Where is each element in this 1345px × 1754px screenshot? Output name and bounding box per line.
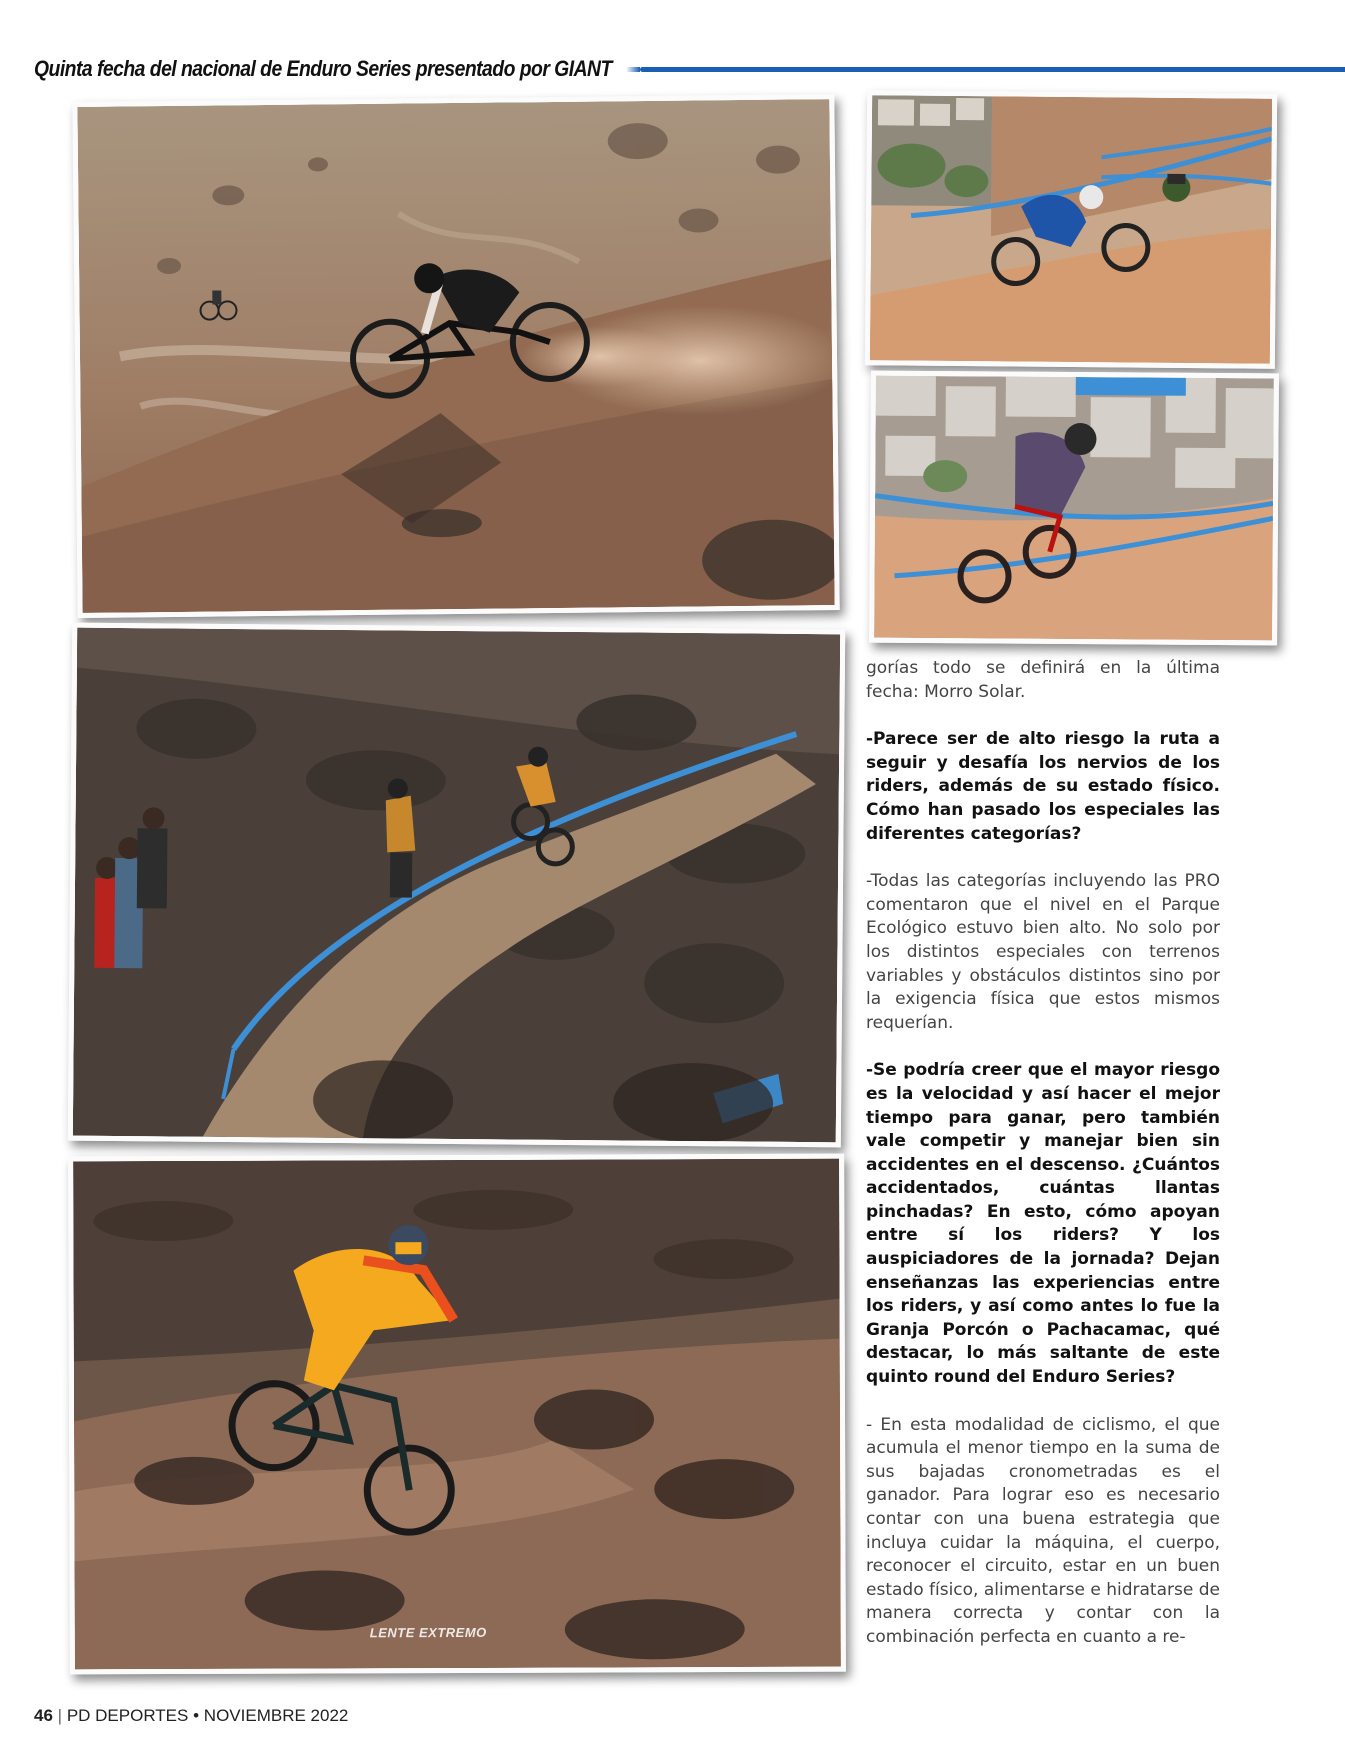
publication-name: PD DEPORTES	[66, 1706, 189, 1725]
article-question: -Se podría creer que el mayor riesgo es la velocidad y así hacer el mejor tiempo para ganar, pero también vale competir y manejar bien sin accidentes en el descenso. ¿Cuántos accidentados, cuántas llantas pinchadas? En esto, cómo apoyan entre sí los riders? Y los auspiciadores de la jornada? Dejan enseñanzas las experiencias entre los riders, y así como antes lo fue la Granja Porcón o Pachacamac, qué destacar, lo más saltante de este quinto round del Enduro Series?	[866, 1060, 1220, 1388]
article-paragraph: gorías todo se definirá en la última fecha: Morro Solar.	[866, 658, 1220, 702]
article-question: -Parece ser de alto riesgo la ruta a seguir y desafía los nervios de los riders, además de su estado físico. Cómo han pasado los especiales las diferentes categorías?	[866, 729, 1220, 844]
header-rule	[640, 67, 1345, 72]
page-number: 46	[34, 1706, 53, 1725]
page-title: Quinta fecha del nacional de Enduro Series presentado por GIANT	[34, 56, 612, 81]
page-footer	[34, 1706, 348, 1726]
photo-top-right-scene	[870, 95, 1272, 363]
footer-separator: |	[57, 1706, 63, 1725]
photo-watermark: LENTE EXTREMO	[369, 1624, 487, 1641]
photo-mid-right-scene	[874, 376, 1274, 641]
footer-bullet: •	[193, 1706, 200, 1725]
photo-bottom-scene	[73, 1159, 841, 1670]
article-answer: - En esta modalidad de ciclismo, el que acumula el menor tiempo en la suma de sus bajadas cronometradas es el ganador. Para lograr eso es necesario contar con una buena estrategia que incluya cuidar la máquina, el cuerpo, reconocer el circuito, estar en un buen estado físico, alimentarse e hidratarse de manera correcta y contar con la combinación perfecta en cuanto a re-	[866, 1414, 1220, 1647]
photo-bottom-rider-yellow	[68, 1154, 846, 1675]
issue-date: NOVIEMBRE 2022	[203, 1706, 349, 1725]
photo-main-scene	[77, 99, 834, 613]
photo-mid-right-rider-city	[869, 371, 1279, 646]
photo-main-rider-dust	[72, 94, 839, 618]
article-body	[866, 657, 1220, 1674]
photo-middle-scene	[73, 628, 840, 1143]
photo-middle-rider-tape-course	[68, 623, 845, 1148]
page-header	[34, 52, 1345, 86]
article-answer: -Todas las categorías incluyendo las PRO comentaron que el nivel en el Parque Ecológico estuvo bien alto. No solo por los distintos especiales con terrenos variables y obstáculos distintos sino por la exigencia física que estos mismos requerían.	[866, 871, 1220, 1033]
photo-top-right-rider-blue	[865, 90, 1277, 369]
